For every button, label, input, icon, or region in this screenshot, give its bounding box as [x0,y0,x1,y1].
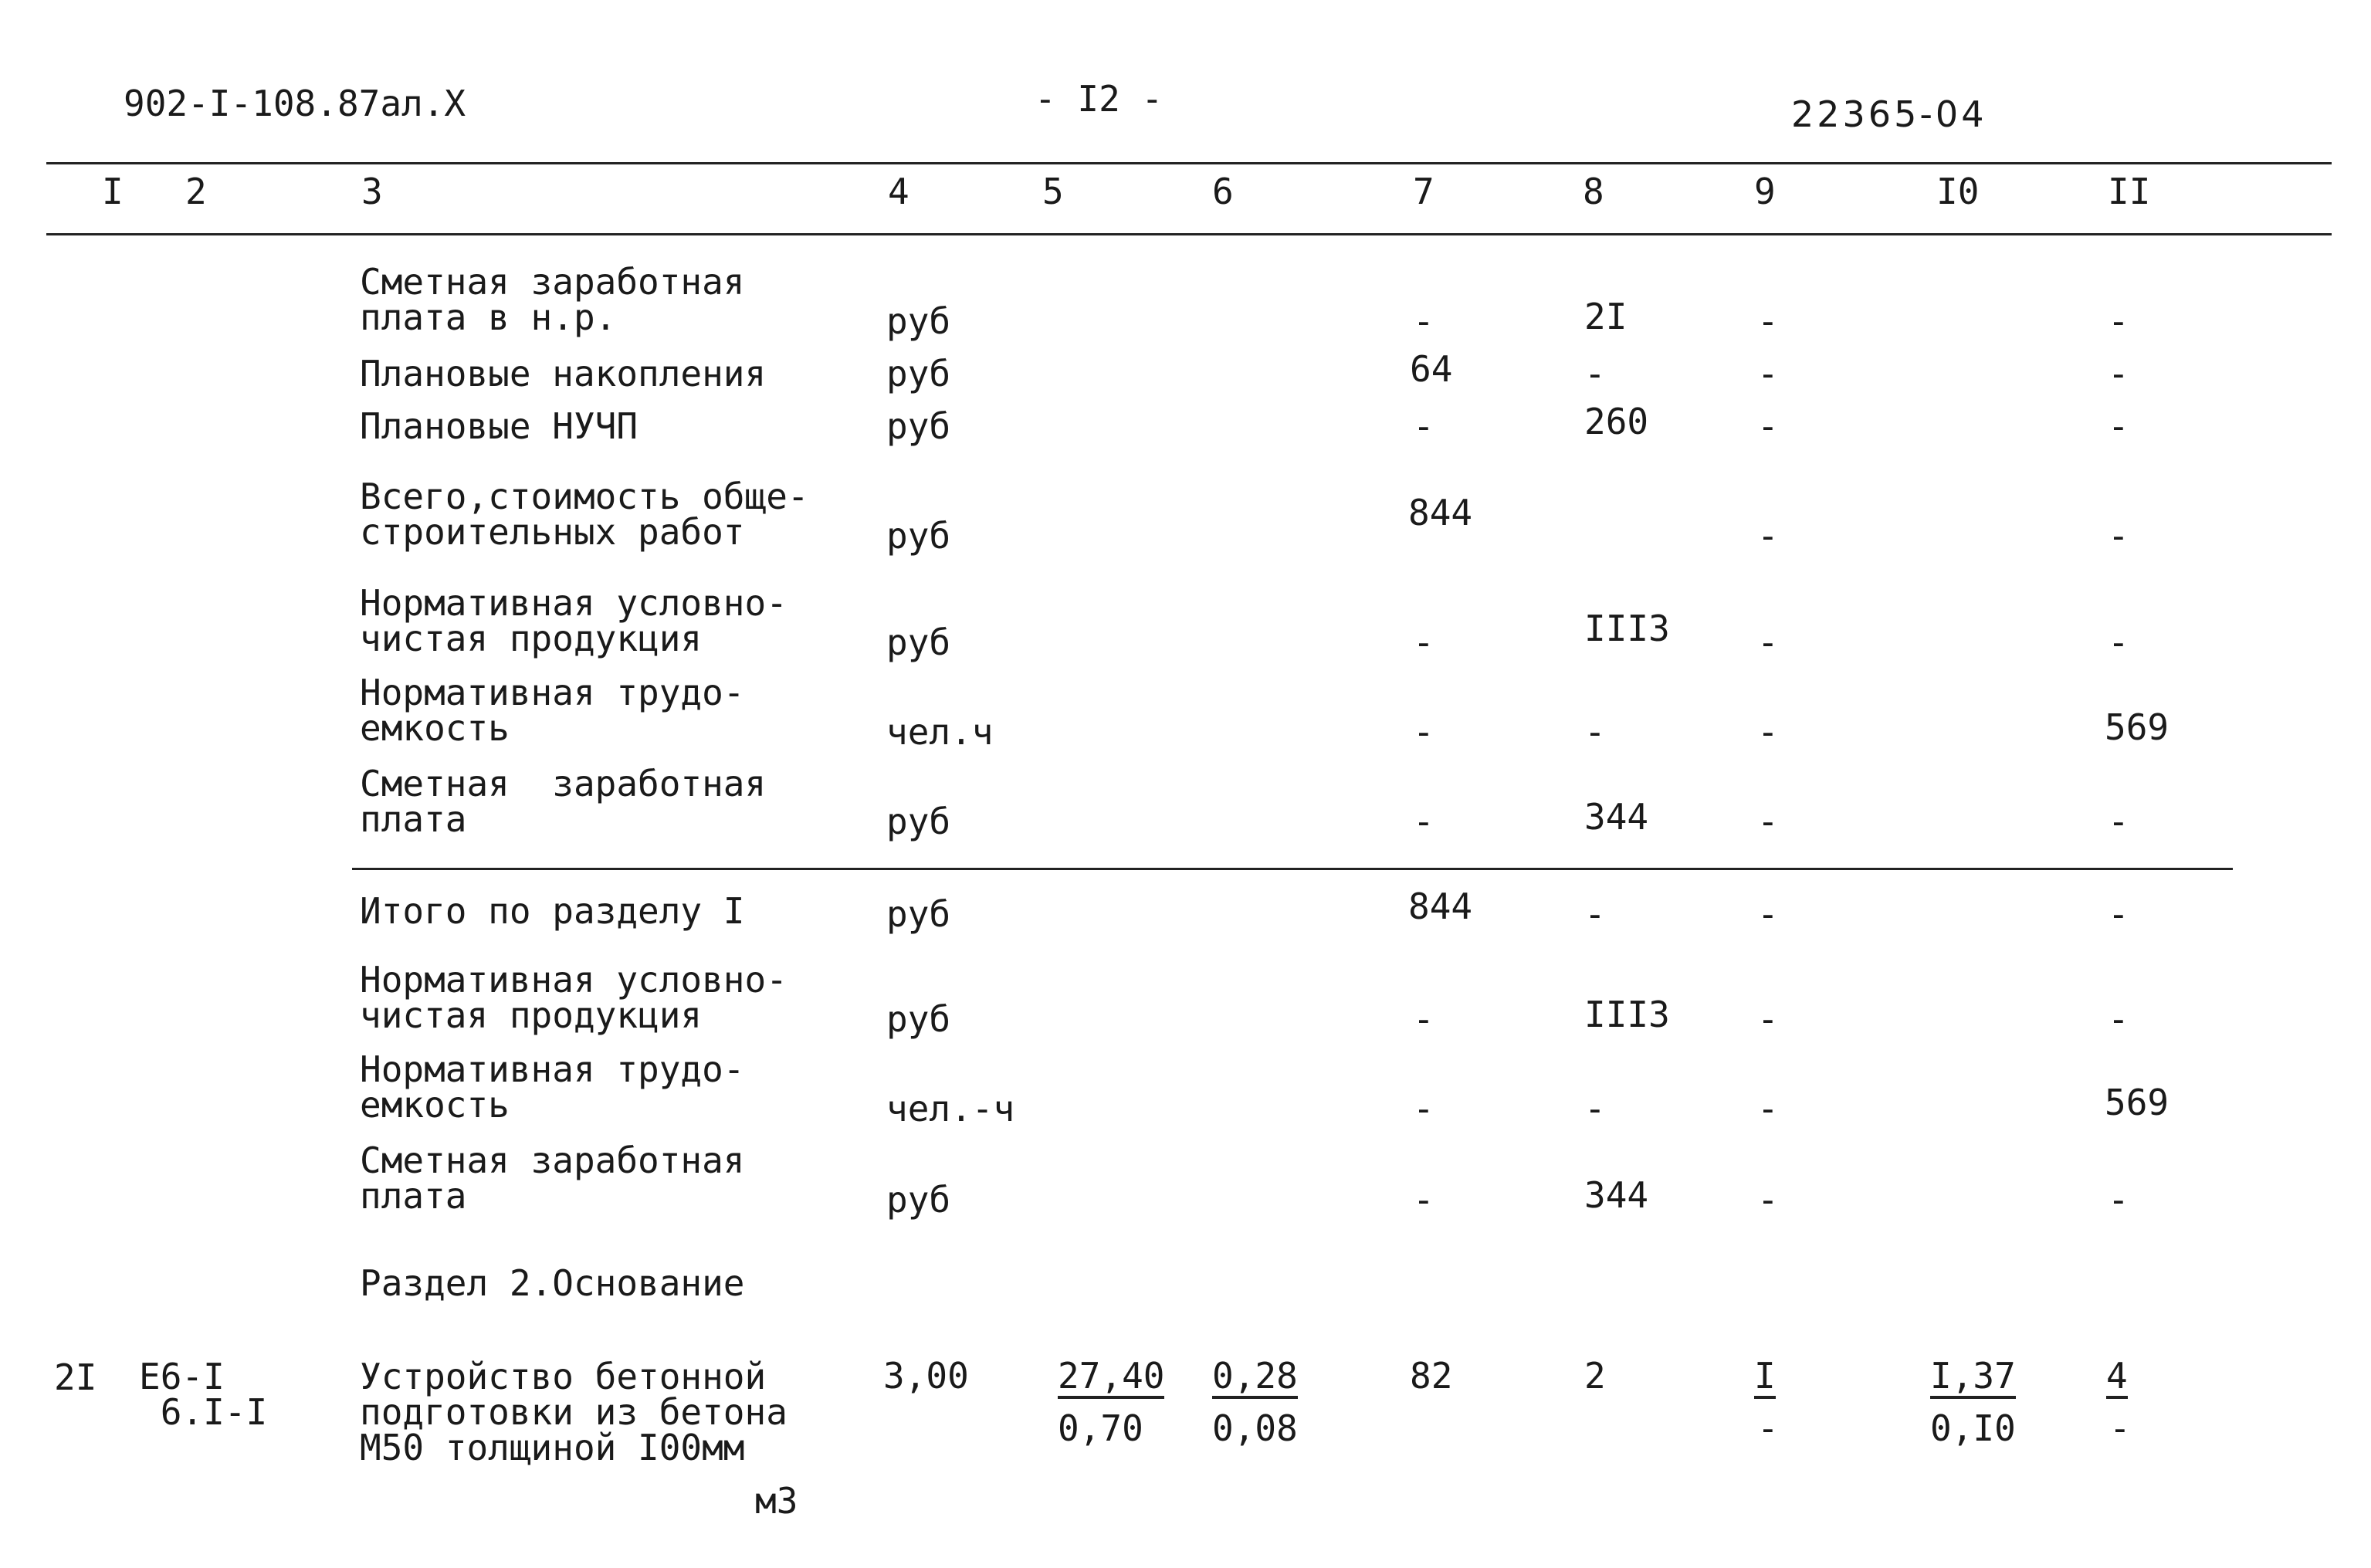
row-description: Устройство бетонной подготовки из бетона М50 толщиной I00мм [360,1356,788,1468]
cell-col8: - [1584,1088,1606,1129]
cell-col7: 64 [1410,348,1453,390]
cell-col11: - [2108,515,2129,557]
cell-col8: - [1584,711,1606,753]
cell-col7: - [1413,1179,1434,1221]
cell-col9-top: I [1754,1357,1776,1399]
row-unit: руб [886,405,951,447]
row-description: Плановые накопления [360,353,767,395]
cell-col11: - [2108,621,2129,663]
cell-col8: III3 [1584,608,1670,649]
cell-col8: 2I [1584,296,1628,337]
item-price-code: Е6-I 6.I-I [139,1356,268,1433]
column-header: I0 [1936,171,1980,212]
page-number: - I2 - [1035,78,1163,120]
row-unit: руб [886,801,951,842]
cell-col9: - [1757,711,1779,753]
column-header: 8 [1583,171,1604,212]
cell-col9: - [1757,515,1779,557]
section-total-label: Итого по разделу I [360,890,745,932]
row-description: Плановые НУЧП [360,405,638,447]
row-unit: м3 [755,1480,798,1522]
archive-number: 22365-04 [1791,93,1987,135]
row-unit: чел.ч [886,711,994,753]
cell-col8: 344 [1584,1174,1649,1216]
cell-col9: - [1757,300,1779,342]
cell-col8: - [1584,893,1606,935]
cell-col11: - [2108,893,2129,935]
column-header: 6 [1212,171,1234,212]
cell-col9: - [1757,998,1779,1040]
cell-col7: - [1413,1088,1434,1129]
row-unit: чел.-ч [886,1088,1015,1129]
row-unit: руб [886,515,951,557]
cell-col9: - [1757,801,1779,842]
cell-col7: - [1413,711,1434,753]
row-description: Нормативная трудо- емкость [360,672,745,749]
column-header: 2 [185,171,207,212]
cell-col7: - [1413,405,1434,447]
row-unit: руб [886,893,951,935]
document-code: 902-I-108.87ал.X [124,83,466,124]
column-header: 7 [1413,171,1434,212]
cell-col9: - [1757,893,1779,935]
row-description: Нормативная трудо- емкость [360,1048,745,1126]
cell-col9: - [1757,353,1779,395]
table-header-rule [46,233,2332,235]
cell-col8: 2 [1584,1355,1606,1397]
cell-col9: - [1757,405,1779,447]
cell-col10-bottom: 0,I0 [1930,1407,2016,1449]
cell-col6-bottom: 0,08 [1212,1407,1298,1449]
cell-col10-top: I,37 [1930,1357,2016,1399]
row-unit: руб [886,998,951,1040]
cell-col7: 844 [1408,492,1473,533]
cell-col5-bottom: 0,70 [1058,1407,1143,1449]
cell-col11: 569 [2105,1082,2169,1123]
cell-col8: III3 [1584,994,1670,1035]
cell-col7: - [1413,621,1434,663]
cell-col11: - [2108,405,2129,447]
cell-col8: 260 [1584,401,1649,442]
section-total-rule [352,868,2233,870]
cell-quantity: 3,00 [883,1355,969,1397]
row-unit: руб [886,353,951,395]
cell-col11: - [2108,1179,2129,1221]
cell-col11: - [2108,353,2129,395]
row-unit: руб [886,621,951,663]
row-unit: руб [886,1179,951,1221]
row-unit: руб [886,300,951,342]
cell-col11: - [2108,300,2129,342]
cell-col7: 844 [1408,886,1473,927]
row-description: Нормативная условно- чистая продукция [360,959,788,1036]
section-heading: Раздел 2.Основание [360,1262,745,1304]
cell-col9: - [1757,1179,1779,1221]
column-header: 9 [1754,171,1776,212]
cell-col7: - [1413,300,1434,342]
column-header: 5 [1042,171,1064,212]
cell-col7: - [1413,998,1434,1040]
table-top-rule [46,162,2332,164]
cell-col5-top: 27,40 [1058,1357,1164,1399]
column-header: II [2108,171,2151,212]
row-description: Сметная заработная плата в н.р. [360,261,745,338]
column-header: 4 [888,171,909,212]
cell-col11: 569 [2105,706,2169,748]
column-header: I [102,171,124,212]
cell-col9: - [1757,621,1779,663]
row-description: Нормативная условно- чистая продукция [360,582,788,659]
cell-col9: - [1757,1088,1779,1129]
cell-col8: 344 [1584,796,1649,838]
row-description: Сметная заработная плата [360,763,767,840]
column-header: 3 [361,171,383,212]
cell-col11: - [2108,801,2129,842]
cell-col11-bottom: - [2109,1407,2131,1449]
cell-col6-top: 0,28 [1212,1357,1298,1399]
row-description: Сметная заработная плата [360,1140,745,1217]
cell-col7: 82 [1410,1355,1453,1397]
cell-col7: - [1413,801,1434,842]
cell-col9-bottom: - [1757,1407,1779,1449]
cell-col11: - [2108,998,2129,1040]
cell-col8: - [1584,353,1606,395]
cell-col11-top: 4 [2106,1357,2128,1399]
item-number: 2I [54,1356,97,1398]
row-description: Всего,стоимость обще- строительных работ [360,476,809,553]
